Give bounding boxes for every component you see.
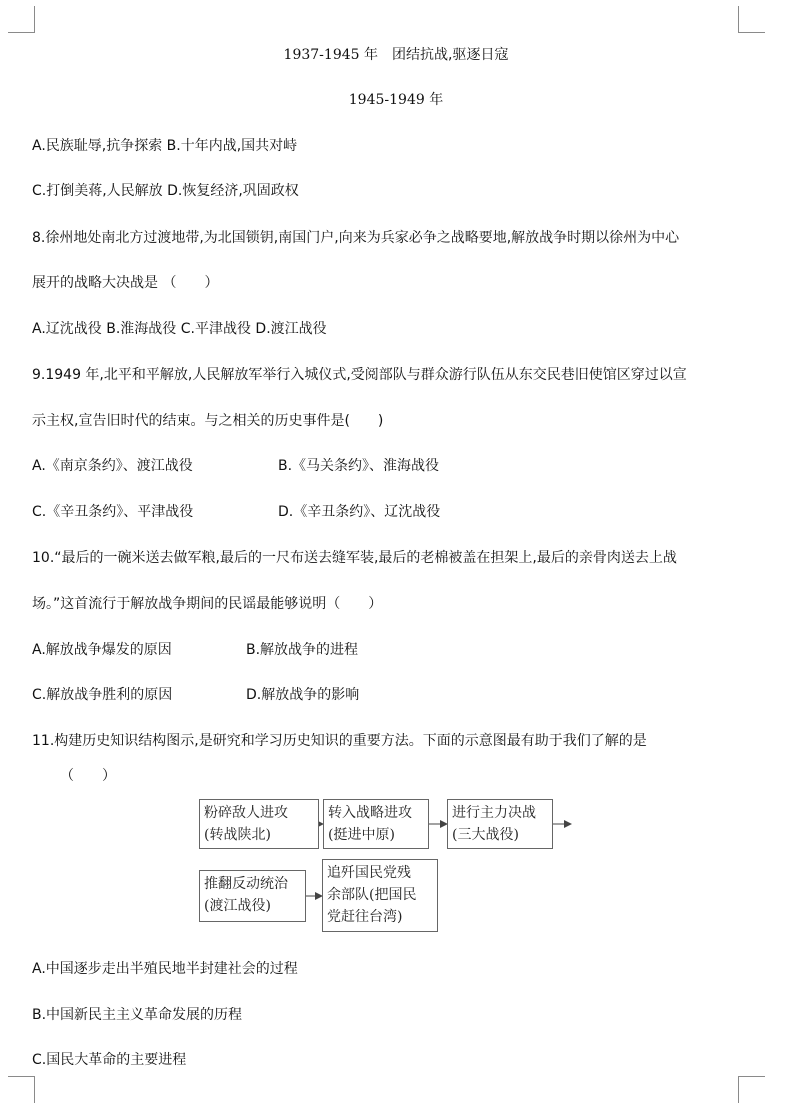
q10-option-a: A.解放战争爆发的原因 (32, 642, 172, 658)
diagram-box-2-line-1: 转入战略进攻 (328, 805, 412, 821)
diagram-box-4-line-1: 推翻反动统治 (204, 876, 288, 892)
q10-stem-line-2: 场。”这首流行于解放战争期间的民谣最能够说明（ ） (32, 596, 383, 612)
q8-stem-line-1: 8.徐州地处南北方过渡地带,为北国锁钥,南国门户,向来为兵家必争之战略要地,解放战争时期以徐州为中心 (32, 230, 680, 246)
q9-option-a: A.《南京条约》、渡江战役 (32, 458, 193, 474)
diagram-box-5-line-1: 追歼国民党残 (327, 865, 411, 881)
header-years-1: 1937-1945 年 (283, 47, 378, 63)
q9-option-c: C.《辛丑条约》、平津战役 (32, 504, 194, 520)
diagram-box-2-line-2: (挺进中原) (328, 827, 395, 843)
q11-option-a: A.中国逐步走出半殖民地半封建社会的过程 (32, 961, 298, 977)
q11-option-c: C.国民大革命的主要进程 (32, 1052, 187, 1068)
diagram-box-3-line-1: 进行主力决战 (452, 805, 536, 821)
header-text-1: 团结抗战,驱逐日寇 (392, 47, 509, 63)
q10-option-d: D.解放战争的影响 (246, 687, 360, 703)
diagram-box-4-line-2: (渡江战役) (204, 898, 271, 914)
q9-option-b: B.《马关条约》、淮海战役 (278, 458, 440, 474)
q8-stem-line-2: 展开的战略大决战是 （ ） (32, 275, 219, 291)
header-line-2: 1945-1949 年 (348, 92, 444, 108)
diagram-box-overthrow-rule (199, 870, 306, 922)
diagram-box-decisive-battles (447, 799, 553, 849)
q11-option-b: B.中国新民主主义革命发展的历程 (32, 1007, 243, 1023)
q10-option-c: C.解放战争胜利的原因 (32, 687, 173, 703)
q11-stem-line-2: （ ） (60, 768, 116, 784)
q11-stem-line-1: 11.构建历史知识结构图示,是研究和学习历史知识的重要方法。下面的示意图最有助于我们了解的是 (32, 733, 647, 749)
q9-option-d: D.《辛丑条约》、辽沈战役 (278, 504, 441, 520)
diagram-box-pursue-remnants (322, 859, 438, 932)
diagram-box-1-line-2: (转战陕北) (204, 827, 271, 843)
diagram-box-1-line-1: 粉碎敌人进攻 (204, 805, 288, 821)
diagram-box-5-line-2: 余部队(把国民 (327, 887, 417, 903)
q7-options-row-1: A.民族耻辱,抗争探索 B.十年内战,国共对峙 (32, 138, 298, 154)
diagram-box-smash-attack (199, 799, 319, 849)
q9-stem-line-1: 9.1949 年,北平和平解放,人民解放军举行入城仪式,受阅部队与群众游行队伍从东交民巷旧使馆区穿过以宣 (32, 367, 687, 383)
q8-options: A.辽沈战役 B.淮海战役 C.平津战役 D.渡江战役 (32, 321, 327, 337)
diagram-box-strategic-offensive (323, 799, 429, 849)
diagram-box-3-line-2: (三大战役) (452, 827, 519, 843)
diagram-box-5-line-3: 党赶往台湾) (327, 909, 403, 925)
q10-stem-line-1: 10.“最后的一碗米送去做军粮,最后的一尺布送去缝军装,最后的老棉被盖在担架上,最后的亲骨肉送去上战 (32, 550, 677, 566)
q9-stem-line-2: 示主权,宣告旧时代的结束。与之相关的历史事件是( ) (32, 413, 384, 429)
q7-options-row-2: C.打倒美蒋,人民解放 D.恢复经济,巩固政权 (32, 183, 299, 199)
q10-option-b: B.解放战争的进程 (246, 642, 359, 658)
